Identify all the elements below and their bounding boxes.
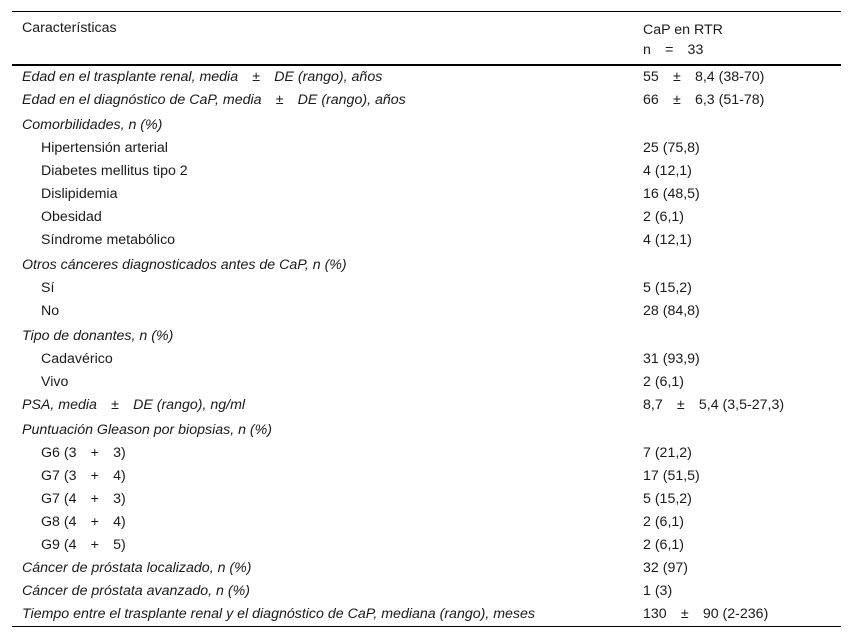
row-value: 4 (12,1) <box>643 232 692 248</box>
row-label: G8 (4 + 4) <box>41 514 126 530</box>
row-value: 28 (84,8) <box>643 303 700 319</box>
row-value: 8,7 ± 5,4 (3,5-27,3) <box>643 397 785 413</box>
row-label: Cáncer de próstata localizado, n (%) <box>22 560 252 576</box>
table-row <box>12 534 841 557</box>
table-row <box>12 183 841 206</box>
row-label: Edad en el trasplante renal, media ± DE (rango), años <box>22 69 383 85</box>
table-row <box>12 89 841 112</box>
row-value: 1 (3) <box>643 583 673 599</box>
table-row <box>12 488 841 511</box>
row-label: Comorbilidades, n (%) <box>22 117 163 133</box>
row-value: 2 (6,1) <box>643 537 685 553</box>
header-n-count: n = 33 <box>643 42 704 58</box>
row-value: 7 (21,2) <box>643 445 692 461</box>
row-value: 55 ± 8,4 (38-70) <box>643 69 765 85</box>
table-row <box>12 348 841 371</box>
row-label: PSA, media ± DE (rango), ng/ml <box>22 397 246 413</box>
table-row <box>12 557 841 580</box>
table-row <box>12 371 841 394</box>
table-row <box>12 394 841 417</box>
row-value: 66 ± 6,3 (51-78) <box>643 92 765 108</box>
row-label: Síndrome metabólico <box>41 232 176 248</box>
row-label: Tipo de donantes, n (%) <box>22 328 174 344</box>
table-row <box>12 323 841 348</box>
row-label: Tiempo entre el trasplante renal y el diagnóstico de CaP, mediana (rango), meses <box>22 606 536 622</box>
row-label: G9 (4 + 5) <box>41 537 126 553</box>
row-label: Diabetes mellitus tipo 2 <box>41 163 188 179</box>
table-row <box>12 511 841 534</box>
header-characteristics: Características <box>22 20 117 36</box>
row-label: Dislipidemia <box>41 186 118 202</box>
row-label: Vivo <box>41 374 69 390</box>
row-value: 5 (15,2) <box>643 280 692 296</box>
table-row <box>12 252 841 277</box>
row-label: G7 (4 + 3) <box>41 491 126 507</box>
row-label: Edad en el diagnóstico de CaP, media ± DE (rango), años <box>22 92 406 108</box>
row-value: 2 (6,1) <box>643 374 685 390</box>
row-label: G7 (3 + 4) <box>41 468 126 484</box>
table-row <box>12 300 841 323</box>
row-value: 31 (93,9) <box>643 351 700 367</box>
table-row <box>12 160 841 183</box>
table-header <box>12 12 841 66</box>
table-row <box>12 229 841 252</box>
table-row <box>12 442 841 465</box>
row-value: 2 (6,1) <box>643 514 685 530</box>
row-value: 25 (75,8) <box>643 140 700 156</box>
row-label: Sí <box>41 280 55 296</box>
table-row <box>12 603 841 626</box>
row-label: Hipertensión arterial <box>41 140 168 156</box>
row-label: Obesidad <box>41 209 102 225</box>
row-value: 17 (51,5) <box>643 468 700 484</box>
table-row <box>12 465 841 488</box>
row-value: 2 (6,1) <box>643 209 685 225</box>
row-value: 5 (15,2) <box>643 491 692 507</box>
table-row <box>12 137 841 160</box>
row-label: G6 (3 + 3) <box>41 445 126 461</box>
header-cap-rtr: CaP en RTR <box>643 22 723 38</box>
row-value: 32 (97) <box>643 560 688 576</box>
characteristics-table <box>12 11 841 627</box>
table-row <box>12 112 841 137</box>
row-label: No <box>41 303 60 319</box>
row-value: 4 (12,1) <box>643 163 692 179</box>
table-row <box>12 417 841 442</box>
table-row <box>12 66 841 89</box>
row-label: Cáncer de próstata avanzado, n (%) <box>22 583 250 599</box>
row-label: Cadavérico <box>41 351 113 367</box>
row-label: Otros cánceres diagnosticados antes de CaP, n (%) <box>22 257 347 273</box>
row-value: 16 (48,5) <box>643 186 700 202</box>
table-row <box>12 206 841 229</box>
table-row <box>12 277 841 300</box>
header-group <box>643 20 723 60</box>
row-value: 130 ± 90 (2-236) <box>643 606 769 622</box>
row-label: Puntuación Gleason por biopsias, n (%) <box>22 422 272 438</box>
table-row <box>12 580 841 603</box>
